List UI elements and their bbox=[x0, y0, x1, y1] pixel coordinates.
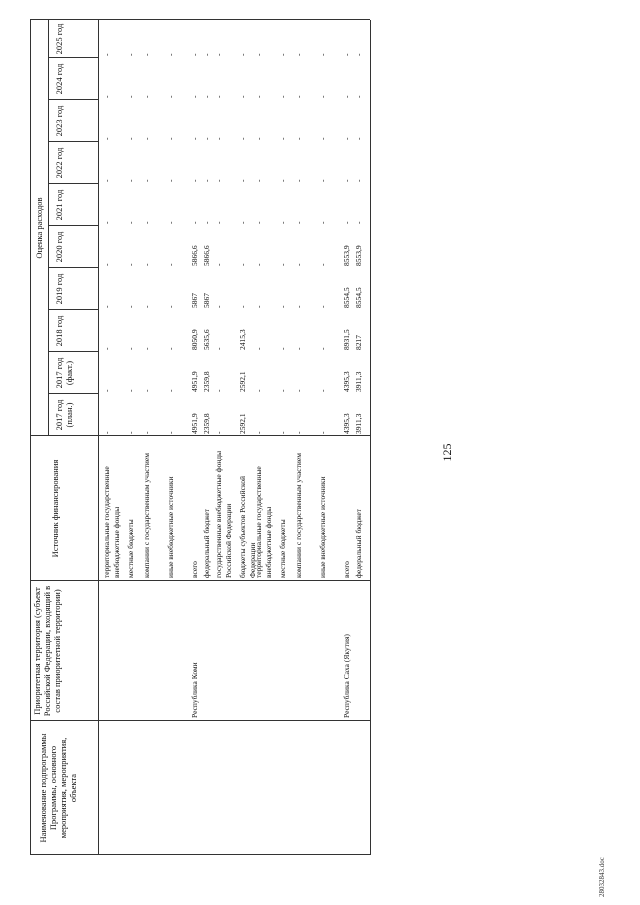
value-cell: - bbox=[166, 263, 175, 266]
value-cell: - bbox=[142, 263, 151, 266]
value-cell: - bbox=[318, 179, 327, 182]
value-cell: 8554,5 bbox=[354, 287, 363, 308]
value-cell: - bbox=[126, 263, 135, 266]
header-year: 2025 год bbox=[54, 23, 64, 55]
source-label: иные внебюджетные источники bbox=[166, 476, 175, 578]
value-cell: - bbox=[318, 53, 327, 56]
value-cell: 4951,9 bbox=[190, 371, 199, 392]
value-cell: - bbox=[126, 95, 135, 98]
value-cell: 8553,9 bbox=[354, 245, 363, 266]
value-cell: - bbox=[278, 305, 287, 308]
value-cell: - bbox=[202, 221, 211, 224]
value-cell: - bbox=[102, 53, 111, 56]
header-year: 2017 год (план.) bbox=[54, 399, 74, 431]
value-cell: - bbox=[166, 221, 175, 224]
value-cell: - bbox=[294, 221, 303, 224]
value-cell: - bbox=[214, 179, 223, 182]
page-number: 125 bbox=[440, 443, 454, 462]
header-year: 2021 год bbox=[54, 189, 64, 221]
value-cell: - bbox=[142, 347, 151, 350]
value-cell: - bbox=[294, 431, 303, 434]
value-cell: - bbox=[214, 263, 223, 266]
value-cell: 3911,3 bbox=[354, 413, 363, 434]
value-cell: 5867 bbox=[190, 293, 199, 308]
col-rule bbox=[30, 435, 370, 436]
value-cell: - bbox=[102, 179, 111, 182]
value-cell: - bbox=[254, 263, 263, 266]
value-cell: - bbox=[278, 179, 287, 182]
value-cell: - bbox=[294, 347, 303, 350]
territory-label: Республика Коми bbox=[190, 662, 199, 718]
value-cell: - bbox=[102, 305, 111, 308]
value-cell: 8931,5 bbox=[342, 329, 351, 350]
value-cell: 4951,9 bbox=[190, 413, 199, 434]
value-cell: - bbox=[294, 389, 303, 392]
source-label: местные бюджеты bbox=[126, 519, 135, 578]
value-cell: - bbox=[354, 53, 363, 56]
value-cell: - bbox=[342, 137, 351, 140]
header-year: 2022 год bbox=[54, 147, 64, 179]
value-cell: - bbox=[278, 389, 287, 392]
source-label: федеральный бюджет bbox=[202, 508, 211, 578]
value-cell: - bbox=[166, 431, 175, 434]
value-cell: 8553,9 bbox=[342, 245, 351, 266]
value-cell: - bbox=[214, 347, 223, 350]
value-cell: - bbox=[294, 305, 303, 308]
value-cell: - bbox=[254, 95, 263, 98]
header-year: 2019 год bbox=[54, 273, 64, 305]
territory-label: Республика Саха (Якутия) bbox=[342, 634, 351, 718]
value-cell: 2359,8 bbox=[202, 371, 211, 392]
value-cell: - bbox=[318, 263, 327, 266]
document-id: 28032843.doc bbox=[598, 857, 606, 897]
value-cell: - bbox=[354, 179, 363, 182]
value-cell: - bbox=[294, 95, 303, 98]
value-cell: - bbox=[142, 431, 151, 434]
source-label: государственные внебюджетные фонды Российской Федерации bbox=[214, 450, 233, 578]
value-cell: - bbox=[142, 137, 151, 140]
value-cell: - bbox=[254, 305, 263, 308]
header-year: 2023 год bbox=[54, 105, 64, 137]
value-cell: - bbox=[142, 95, 151, 98]
value-cell: - bbox=[126, 389, 135, 392]
value-cell: - bbox=[214, 305, 223, 308]
value-cell: - bbox=[166, 53, 175, 56]
value-cell: - bbox=[238, 95, 247, 98]
header-name: Наименование подпрограммы Программы, основного мероприятия, мероприятия, объекта bbox=[38, 733, 78, 843]
value-cell: - bbox=[126, 221, 135, 224]
col-rule bbox=[30, 580, 370, 581]
value-cell: - bbox=[254, 221, 263, 224]
value-cell: - bbox=[318, 431, 327, 434]
value-cell: - bbox=[126, 305, 135, 308]
source-label: местные бюджеты bbox=[278, 519, 287, 578]
value-cell: - bbox=[238, 137, 247, 140]
value-cell: - bbox=[254, 389, 263, 392]
budget-table bbox=[30, 20, 370, 855]
value-cell: 8217 bbox=[354, 335, 363, 350]
value-cell: - bbox=[318, 305, 327, 308]
value-cell: - bbox=[166, 389, 175, 392]
table-border-top bbox=[30, 20, 31, 855]
table-border-right bbox=[30, 19, 370, 20]
header-year: 2024 год bbox=[54, 63, 64, 95]
value-cell: - bbox=[342, 53, 351, 56]
source-label: иные внебюджетные источники bbox=[318, 476, 327, 578]
value-cell: - bbox=[238, 221, 247, 224]
value-cell: 2592,1 bbox=[238, 371, 247, 392]
header-year: 2020 год bbox=[54, 231, 64, 263]
value-cell: - bbox=[238, 53, 247, 56]
value-cell: - bbox=[190, 221, 199, 224]
estimate-header-divider bbox=[48, 20, 49, 436]
value-cell: - bbox=[102, 347, 111, 350]
source-label: компании с государственным участием bbox=[294, 453, 303, 578]
value-cell: - bbox=[202, 53, 211, 56]
value-cell: - bbox=[102, 137, 111, 140]
source-label: бюджеты субъектов Российской Федерации bbox=[238, 475, 257, 578]
value-cell: - bbox=[214, 137, 223, 140]
value-cell: - bbox=[254, 179, 263, 182]
value-cell: - bbox=[126, 431, 135, 434]
value-cell: - bbox=[238, 305, 247, 308]
value-cell: - bbox=[126, 137, 135, 140]
value-cell: - bbox=[342, 179, 351, 182]
value-cell: 8554,5 bbox=[342, 287, 351, 308]
value-cell: 5635,6 bbox=[202, 329, 211, 350]
header-bottom-rule bbox=[98, 20, 99, 855]
value-cell: - bbox=[238, 263, 247, 266]
value-cell: - bbox=[318, 389, 327, 392]
value-cell: - bbox=[126, 179, 135, 182]
source-label: территориальные государственные внебюджетные фонды bbox=[102, 466, 121, 578]
value-cell: 5867 bbox=[202, 293, 211, 308]
value-cell: - bbox=[214, 221, 223, 224]
value-cell: - bbox=[318, 95, 327, 98]
value-cell: - bbox=[190, 137, 199, 140]
value-cell: - bbox=[342, 221, 351, 224]
value-cell: - bbox=[126, 347, 135, 350]
value-cell: 2415,3 bbox=[238, 329, 247, 350]
value-cell: - bbox=[294, 179, 303, 182]
value-cell: - bbox=[190, 95, 199, 98]
value-cell: - bbox=[278, 95, 287, 98]
value-cell: - bbox=[166, 95, 175, 98]
value-cell: - bbox=[278, 347, 287, 350]
value-cell: - bbox=[278, 137, 287, 140]
header-year: 2018 год bbox=[54, 315, 64, 347]
value-cell: - bbox=[142, 179, 151, 182]
value-cell: - bbox=[354, 137, 363, 140]
value-cell: - bbox=[254, 53, 263, 56]
value-cell: - bbox=[294, 263, 303, 266]
table-border-bottom bbox=[370, 20, 371, 855]
source-label: всего bbox=[342, 561, 351, 578]
value-cell: - bbox=[278, 431, 287, 434]
source-label: компании с государственным участием bbox=[142, 453, 151, 578]
value-cell: - bbox=[102, 431, 111, 434]
value-cell: - bbox=[102, 95, 111, 98]
table-border-left bbox=[30, 854, 370, 855]
value-cell: - bbox=[166, 179, 175, 182]
value-cell: - bbox=[166, 347, 175, 350]
header-estimate: Оценка расходов bbox=[34, 197, 44, 259]
value-cell: - bbox=[354, 95, 363, 98]
value-cell: 5866,6 bbox=[190, 245, 199, 266]
value-cell: - bbox=[102, 263, 111, 266]
value-cell: 2592,1 bbox=[238, 413, 247, 434]
value-cell: - bbox=[166, 137, 175, 140]
value-cell: - bbox=[254, 137, 263, 140]
value-cell: - bbox=[142, 305, 151, 308]
value-cell: - bbox=[354, 221, 363, 224]
value-cell: - bbox=[318, 221, 327, 224]
value-cell: - bbox=[202, 95, 211, 98]
value-cell: - bbox=[318, 137, 327, 140]
value-cell: - bbox=[214, 53, 223, 56]
source-label: федеральный бюджет bbox=[354, 508, 363, 578]
value-cell: 3911,3 bbox=[354, 371, 363, 392]
value-cell: - bbox=[278, 53, 287, 56]
value-cell: - bbox=[166, 305, 175, 308]
value-cell: - bbox=[238, 179, 247, 182]
source-label: территориальные государственные внебюджетные фонды bbox=[254, 466, 273, 578]
value-cell: - bbox=[190, 53, 199, 56]
value-cell: - bbox=[278, 221, 287, 224]
value-cell: - bbox=[278, 263, 287, 266]
value-cell: 8050,9 bbox=[190, 329, 199, 350]
value-cell: - bbox=[254, 431, 263, 434]
value-cell: 4395,3 bbox=[342, 413, 351, 434]
value-cell: 4395,3 bbox=[342, 371, 351, 392]
value-cell: - bbox=[342, 95, 351, 98]
value-cell: - bbox=[102, 221, 111, 224]
value-cell: - bbox=[142, 389, 151, 392]
value-cell: 5866,6 bbox=[202, 245, 211, 266]
value-cell: - bbox=[214, 95, 223, 98]
value-cell: - bbox=[142, 221, 151, 224]
value-cell: - bbox=[202, 137, 211, 140]
value-cell: - bbox=[294, 137, 303, 140]
value-cell: - bbox=[214, 431, 223, 434]
value-cell: - bbox=[202, 179, 211, 182]
header-territory: Приоритетная территория (субъект Российской Федерации, входящий в состав приоритетной территории) bbox=[32, 585, 62, 717]
header-year: 2017 год (факт.) bbox=[54, 357, 74, 389]
value-cell: 2359,8 bbox=[202, 413, 211, 434]
source-label: всего bbox=[190, 561, 199, 578]
value-cell: - bbox=[102, 389, 111, 392]
value-cell: - bbox=[126, 53, 135, 56]
col-rule bbox=[30, 720, 370, 721]
value-cell: - bbox=[142, 53, 151, 56]
value-cell: - bbox=[254, 347, 263, 350]
value-cell: - bbox=[214, 389, 223, 392]
value-cell: - bbox=[294, 53, 303, 56]
value-cell: - bbox=[318, 347, 327, 350]
header-source: Источник финансирования bbox=[50, 459, 60, 558]
value-cell: - bbox=[190, 179, 199, 182]
